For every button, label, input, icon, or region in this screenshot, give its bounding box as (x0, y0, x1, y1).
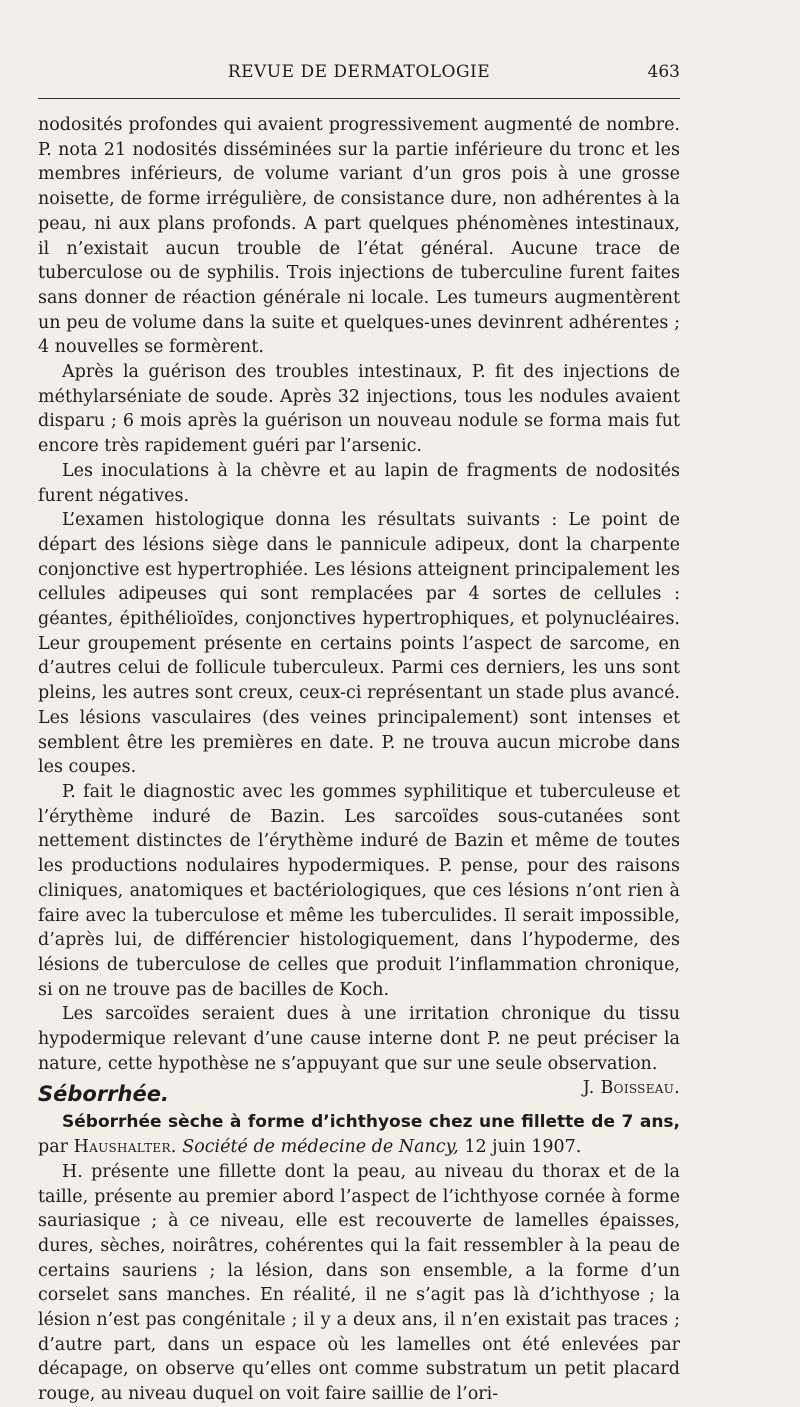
paragraph-text: Les sarcoïdes seraient dues à une irritation chronique du tissu hypodermique relevant d’une cause interne dont P. ne peut préciser la nature, cette hypothèse ne s’appuyant que sur une seule observation. (38, 1004, 680, 1074)
article-source: Société de médecine de Nancy, (182, 1137, 459, 1158)
article-title-line (38, 1110, 680, 1159)
paragraph: Les inoculations à la chèvre et au lapin de fragments de nodosités furent négatives. (38, 460, 680, 506)
running-title: REVUE DE DERMATOLOGIE (227, 62, 491, 82)
paragraph: P. fait le diagnostic avec les gommes syphilitique et tuberculeuse et l’érythème induré de Bazin. Les sarcoïdes sous-cutanées sont nettement distinctes de l’érythème induré de Bazin et même de toutes les productions nodulaires hypodermiques. P. pense, pour des raisons cliniques, anatomiques et bactériologiques, que ces lésions n’ont rien à faire avec la tuberculose et même les tuberculides. Il serait impossible, d’après lui, de différencier histologiquement, dans l’hypoderme, des lésions de tuberculose de celles que produit l’inflammation chronique, si on ne trouve pas de bacilles de Koch. (38, 781, 680, 1000)
section-heading: Séborrhée. (38, 1082, 169, 1107)
page-number: 463 (647, 62, 680, 82)
running-head (38, 60, 680, 88)
header-rule (38, 98, 680, 99)
paragraph: L’examen histologique donna les résultats suivants : Le point de départ des lésions siège dans le pannicule adipeux, dont la charpente conjonctive est hypertrophiée. Les lésions atteignent principalement les cellules adipeuses qui sont remplacées par 4 sortes de cellules : géantes, épithélioïdes, conjonctives hypertrophiques, et polynucléaires. Leur groupement présente en certains points l’aspect de sarcome, en d’autres celui de follicule tuberculeux. Parmi ces derniers, les uns sont pleins, les autres sont creux, ceux-ci représentant un stade plus avancé. Les lésions vasculaires (des veines principalement) sont intenses et semblent être les premières en date. P. ne trouva aucun microbe dans les coupes. (38, 510, 680, 778)
paragraph: H. présente une fillette dont la peau, au niveau du thorax et de la taille, présente au premier abord l’aspect de l’ichthyose cornée à forme sauriasique ; à ce niveau, elle est recouverte de lamelles épaisses, dures, sèches, noirâtres, cohérentes qui la fait ressembler à la peau de certains sauriens ; la lésion, dans son ensemble, a la forme d’un corselet sans manches. En réalité, il ne s’agit pas là d’ichthyose ; la lésion n’est pas congénitale ; il y a deux ans, il n’en existait pas traces ; d’autre part, dans un espace où les lamelles ont été enlevées par décapage, on observe qu’elles ont comme substratum un petit placard rouge, au niveau duquel on voit faire saillie de l’ori- (38, 1161, 680, 1405)
article-date: 12 juin 1907. (464, 1137, 582, 1158)
signature: J. Boisseau. (582, 1078, 680, 1099)
article-by: par (38, 1137, 69, 1158)
article-title: Séborrhée sèche à forme d’ichthyose chez une fillette de 7 ans, (62, 1112, 680, 1133)
paragraph: nodosités profondes qui avaient progressivement augmenté de nombre. P. nota 21 nodosités disséminées sur la partie inférieure du tronc et les membres inférieurs, de volume variant d’un gros pois à une grosse noisette, de forme irrégulière, de consistance dure, non adhérentes à la peau, ni aux plans profonds. A part quelques phénomènes intestinaux, il n’existait aucun trouble de l’état général. Aucune trace de tuberculose ou de syphilis. Trois injections de tuberculine furent faites sans donner de réaction générale ni locale. Les tumeurs augmentèrent un peu de volume dans la suite et quelques-unes devinrent adhérentes ; 4 nouvelles se formèrent. (38, 115, 680, 358)
paragraph: Après la guérison des troubles intestinaux, P. fit des injections de méthylarséniate de soude. Après 32 injections, tous les nodules avaient disparu ; 6 mois après la guérison un nouveau nodule se forma mais fut encore très rapidement guéri par l’arsenic. (38, 362, 680, 457)
article-author: Haushalter. (73, 1137, 177, 1158)
body-text (38, 113, 680, 1407)
